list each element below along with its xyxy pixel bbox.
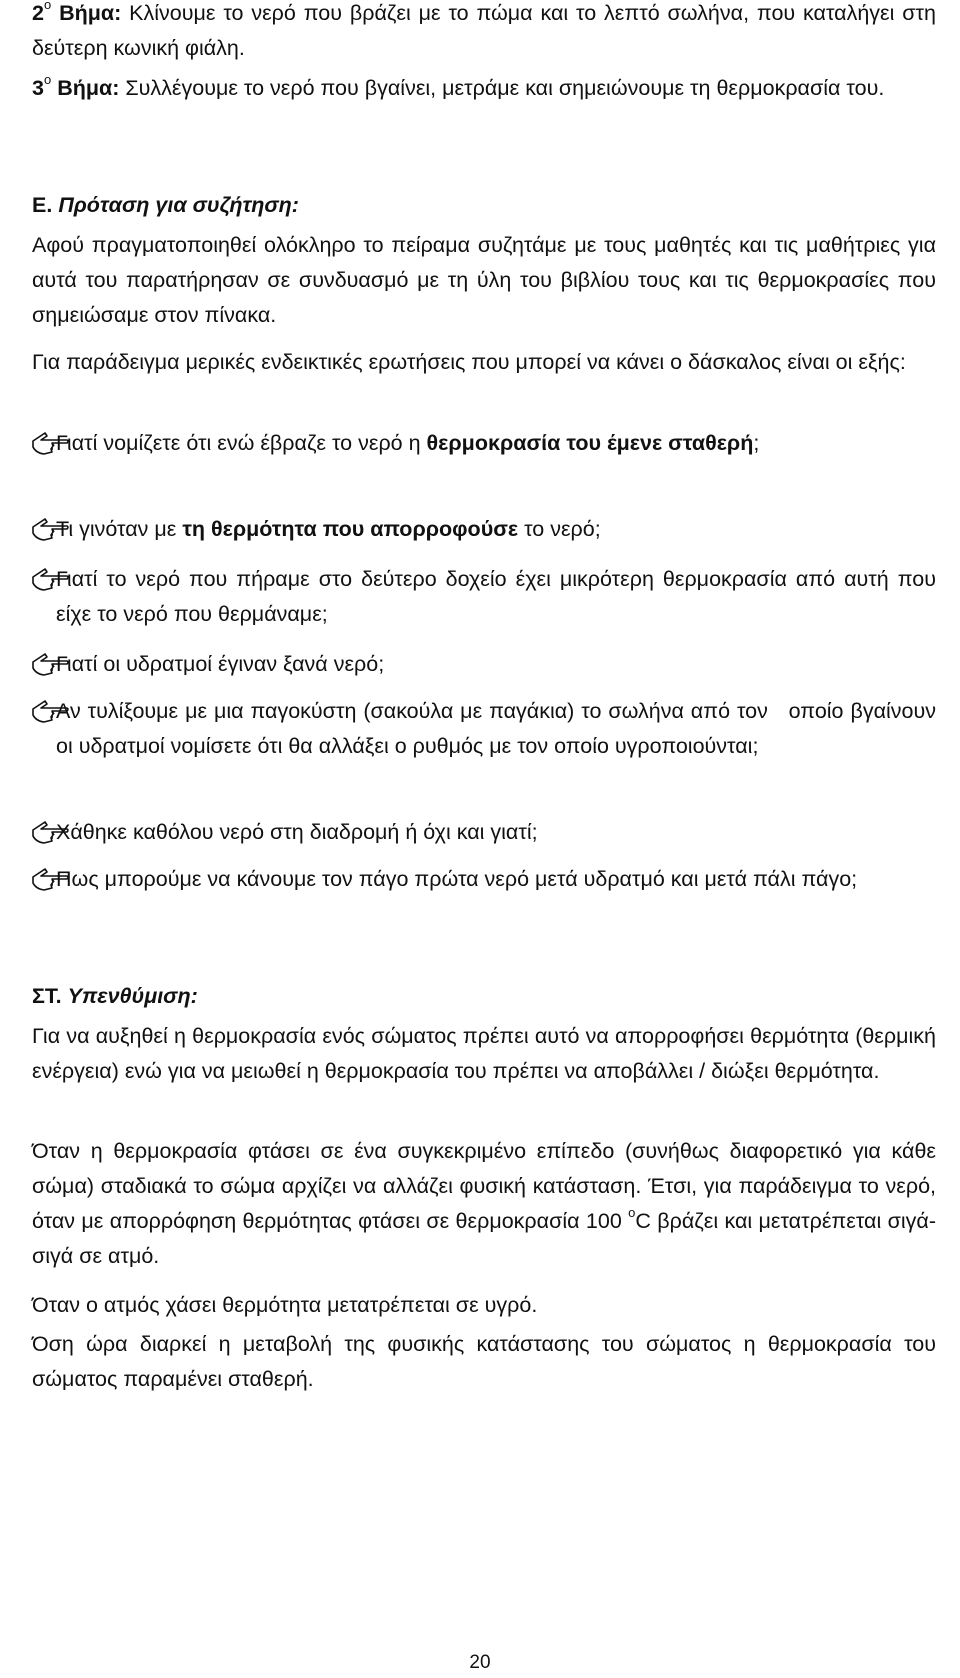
section-e-paragraph-1: Αφού πραγματοποιηθεί ολόκληρο το πείραμα συζητάμε με τους μαθητές και τις μαθήτριες για αυτά του παρατήρησαν σε συνδυασμό με τη ύλη του βιβλίου τους και τις θερμοκρασίες που σημειώσαμε στον πίνακα. xyxy=(32,233,936,327)
question-text: Τι γινόταν με τη θερμότητα που απορροφούσε το νερό; xyxy=(56,517,601,541)
question-item xyxy=(32,862,936,897)
pointing-hand-icon xyxy=(32,516,70,542)
pointing-hand-icon xyxy=(32,698,70,724)
pointing-hand-icon xyxy=(32,566,70,592)
section-st-paragraph-3: Όταν ο ατμός χάσει θερμότητα μετατρέπεται σε υγρό. xyxy=(32,1293,538,1317)
section-e-paragraph-2: Για παράδειγμα μερικές ενδεικτικές ερωτήσεις που μπορεί να κάνει ο δάσκαλος είναι οι εξής: xyxy=(32,350,906,374)
question-text: Γιατί νομίζετε ότι ενώ έβραζε το νερό η θερμοκρασία του έμενε σταθερή; xyxy=(56,431,760,455)
question-item xyxy=(32,512,936,547)
question-text: Γιατί το νερό που πήραμε στο δεύτερο δοχείο έχει μικρότερη θερμοκρασία από αυτή που είχε το νερό που θερμάναμε; xyxy=(56,567,936,626)
page-number: 20 xyxy=(469,1652,491,1673)
question-item xyxy=(32,426,936,461)
section-st-paragraph-4: Όση ώρα διαρκεί η μεταβολή της φυσικής κατάστασης του σώματος η θερμοκρασία του σώματος παραμένει σταθερή. xyxy=(32,1332,936,1391)
question-text: Γιατί οι υδρατμοί έγιναν ξανά νερό; xyxy=(56,652,385,676)
pointing-hand-icon xyxy=(32,866,70,892)
section-e-heading: Ε. Πρόταση για συζήτηση: xyxy=(32,193,299,217)
question-item xyxy=(32,815,936,850)
pointing-hand-icon xyxy=(32,819,70,845)
pointing-hand-icon xyxy=(32,651,70,677)
question-text: Χάθηκε καθόλου νερό στη διαδρομή ή όχι και γιατί; xyxy=(56,820,538,844)
question-text: Αν τυλίξουμε με μια παγοκύστη (σακούλα με παγάκια) το σωλήνα από τον οποίο βγαίνουν οι υδρατμοί νομίσετε ότι θα αλλάξει ο ρυθμός με τον οποίο υγροποιούνται; xyxy=(56,699,942,758)
pointing-hand-icon xyxy=(32,430,70,456)
section-st-heading: ΣΤ. Υπενθύμιση: xyxy=(32,984,198,1008)
step-3: $3^o$ Βήμα: Συλλέγουμε το νερό που βγαίνει, μετράμε και σημειώνουμε τη θερμοκρασία του. xyxy=(32,71,885,100)
question-item xyxy=(32,647,936,682)
section-st-paragraph-1: Για να αυξηθεί η θερμοκρασία ενός σώματος πρέπει αυτό να απορροφήσει θερμότητα (θερμική ενέργεια) ενώ για να μειωθεί η θερμοκρασία του πρέπει να αποβάλλει / διώξει θερμότητα. xyxy=(32,1024,936,1083)
question-item xyxy=(32,562,936,632)
question-item xyxy=(32,694,942,764)
section-st-paragraph-2: Όταν η θερμοκρασία φτάσει σε ένα συγκεκριμένο επίπεδο (συνήθως διαφορετικό για κάθε σώμα) σταδιακά το σώμα αρχίζει να αλλάζει φυσική κατάσταση. Έτσι, για παράδειγμα το νερό, όταν με απορρόφηση θερμότητας φτάσει σε θερμοκρασία 100 $^o$C βράζει και μετατρέπεται σιγά-σιγά σε ατμό. xyxy=(32,1139,936,1268)
question-text: Πως μπορούμε να κάνουμε τον πάγο πρώτα νερό μετά υδρατμό και μετά πάλι πάγο; xyxy=(56,867,858,891)
step-2: $2^o$ Βήμα: Κλίνουμε το νερό που βράζει με το πώμα και το λεπτό σωλήνα, που καταλήγει στη δεύτερη κωνική φιάλη. xyxy=(32,0,936,60)
